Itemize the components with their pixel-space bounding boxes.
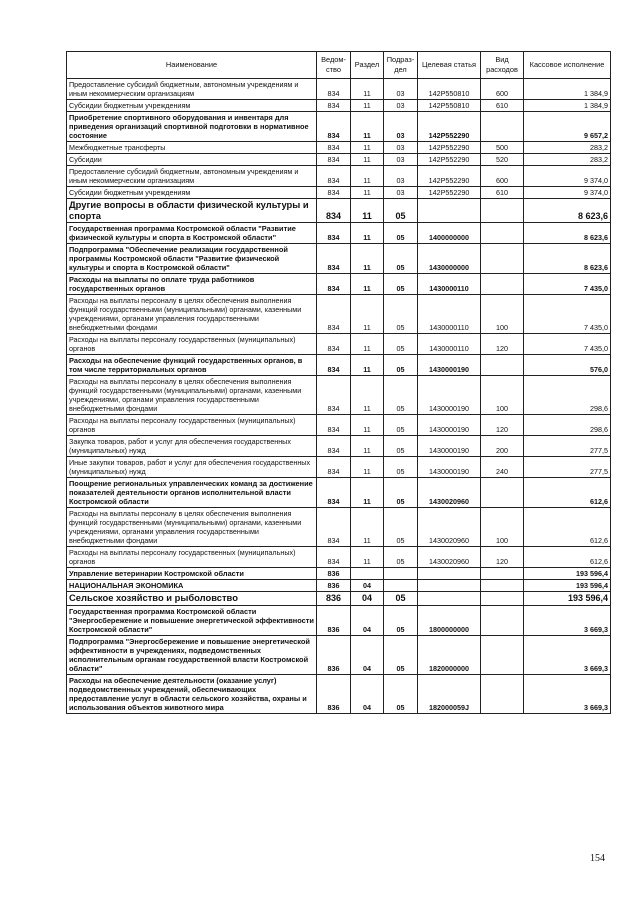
row-target-item: 1430000110: [418, 334, 481, 355]
table-body: [67, 79, 611, 714]
row-name: Расходы на выплаты персоналу государственных (муниципальных) органов: [67, 547, 317, 568]
row-expense-type: [481, 568, 524, 580]
row-expense-type: [481, 478, 524, 508]
row-subsection: 03: [384, 112, 418, 142]
row-department: 834: [317, 547, 351, 568]
row-section: [351, 568, 384, 580]
budget-table: [66, 51, 611, 714]
row-subsection: 05: [384, 244, 418, 274]
row-department: 834: [317, 376, 351, 415]
page-number: 154: [590, 853, 605, 864]
row-amount: 9 657,2: [524, 112, 611, 142]
row-name: Сельское хозяйство и рыболовство: [67, 592, 317, 606]
row-subsection: 05: [384, 635, 418, 674]
row-subsection: 03: [384, 154, 418, 166]
row-subsection: 05: [384, 376, 418, 415]
row-amount: 8 623,6: [524, 244, 611, 274]
row-expense-type: 610: [481, 100, 524, 112]
row-name: Межбюджетные трансферты: [67, 142, 317, 154]
table-row: [67, 199, 611, 223]
row-target-item: 182000059J: [418, 674, 481, 713]
row-target-item: [418, 592, 481, 606]
row-subsection: 03: [384, 100, 418, 112]
table-row: [67, 605, 611, 635]
table-row: [67, 244, 611, 274]
row-target-item: 1430020960: [418, 508, 481, 547]
row-expense-type: [481, 112, 524, 142]
row-department: 834: [317, 79, 351, 100]
row-target-item: 1430000190: [418, 457, 481, 478]
row-name: Расходы на выплаты персоналу государственных (муниципальных) органов: [67, 334, 317, 355]
table-row: [67, 478, 611, 508]
row-name: Субсидии бюджетным учреждениям: [67, 100, 317, 112]
row-section: 04: [351, 674, 384, 713]
table-row: [67, 355, 611, 376]
row-department: 836: [317, 568, 351, 580]
row-amount: 193 596,4: [524, 568, 611, 580]
row-department: 834: [317, 112, 351, 142]
row-subsection: 05: [384, 223, 418, 244]
row-amount: 612,6: [524, 508, 611, 547]
row-department: 834: [317, 334, 351, 355]
row-amount: 277,5: [524, 457, 611, 478]
row-section: 11: [351, 415, 384, 436]
row-subsection: 05: [384, 592, 418, 606]
table-row: [67, 436, 611, 457]
row-target-item: 142Р552290: [418, 166, 481, 187]
row-section: 11: [351, 334, 384, 355]
row-section: 11: [351, 295, 384, 334]
row-subsection: 05: [384, 436, 418, 457]
row-department: 836: [317, 580, 351, 592]
row-expense-type: [481, 592, 524, 606]
header-cash-execution: Кассовое исполнение: [524, 52, 611, 79]
row-amount: 298,6: [524, 415, 611, 436]
row-amount: 7 435,0: [524, 295, 611, 334]
row-name: Иные закупки товаров, работ и услуг для обеспечения государственных (муниципальных) нужд: [67, 457, 317, 478]
row-amount: 277,5: [524, 436, 611, 457]
row-expense-type: 520: [481, 154, 524, 166]
row-amount: 3 669,3: [524, 605, 611, 635]
row-expense-type: [481, 605, 524, 635]
row-target-item: 1430000190: [418, 376, 481, 415]
row-section: 11: [351, 166, 384, 187]
row-subsection: 05: [384, 478, 418, 508]
row-expense-type: [481, 635, 524, 674]
row-department: 834: [317, 100, 351, 112]
table-row: [67, 223, 611, 244]
row-section: 11: [351, 274, 384, 295]
row-department: 836: [317, 635, 351, 674]
header-target-item: Целевая статья: [418, 52, 481, 79]
row-expense-type: 100: [481, 508, 524, 547]
row-name: Закупка товаров, работ и услуг для обеспечения государственных (муниципальных) нужд: [67, 436, 317, 457]
row-name: Предоставление субсидий бюджетным, автономным учреждениям и иным некоммерческим организациям: [67, 79, 317, 100]
row-section: 11: [351, 355, 384, 376]
table-row: [67, 334, 611, 355]
row-name: Расходы на выплаты персоналу в целях обеспечения выполнения функций государственными (муниципальными) органами, казенными учреждениями, органами управления государственными внебюджетными фондами: [67, 295, 317, 334]
row-target-item: 1800000000: [418, 605, 481, 635]
table-row: [67, 187, 611, 199]
row-target-item: 142Р550810: [418, 100, 481, 112]
row-expense-type: [481, 674, 524, 713]
row-expense-type: 500: [481, 142, 524, 154]
row-subsection: 05: [384, 457, 418, 478]
row-amount: 7 435,0: [524, 334, 611, 355]
row-section: 11: [351, 457, 384, 478]
row-subsection: 05: [384, 199, 418, 223]
row-section: 11: [351, 547, 384, 568]
row-target-item: 142Р552290: [418, 142, 481, 154]
row-target-item: 1430000190: [418, 436, 481, 457]
row-name: Расходы на выплаты по оплате труда работников государственных органов: [67, 274, 317, 295]
table-row: [67, 635, 611, 674]
row-name: Управление ветеринарии Костромской области: [67, 568, 317, 580]
row-name: Подпрограмма "Обеспечение реализации государственной программы Костромской области "Развитие физической культуры и спорта в Костромской области": [67, 244, 317, 274]
row-expense-type: 610: [481, 187, 524, 199]
row-expense-type: 600: [481, 166, 524, 187]
table-row: [67, 112, 611, 142]
row-amount: 283,2: [524, 154, 611, 166]
row-amount: 612,6: [524, 478, 611, 508]
row-expense-type: 120: [481, 547, 524, 568]
row-target-item: 142Р552290: [418, 112, 481, 142]
row-subsection: 03: [384, 142, 418, 154]
row-expense-type: 120: [481, 334, 524, 355]
row-section: 04: [351, 580, 384, 592]
row-subsection: 05: [384, 274, 418, 295]
row-department: 834: [317, 274, 351, 295]
row-expense-type: 600: [481, 79, 524, 100]
row-section: 11: [351, 187, 384, 199]
row-section: 04: [351, 592, 384, 606]
row-name: Расходы на выплаты персоналу в целях обеспечения выполнения функций государственными (муниципальными) органами, казенными учреждениями, органами управления государственными внебюджетными фондами: [67, 508, 317, 547]
header-expense-type: Вид расходов: [481, 52, 524, 79]
row-expense-type: 100: [481, 295, 524, 334]
table-row: [67, 166, 611, 187]
row-name: Приобретение спортивного оборудования и инвентаря для приведения организаций спортивной подготовки в нормативное состояние: [67, 112, 317, 142]
row-section: 11: [351, 223, 384, 244]
row-department: 834: [317, 295, 351, 334]
row-amount: 1 384,9: [524, 100, 611, 112]
row-name: Расходы на обеспечение функций государственных органов, в том числе территориальных органов: [67, 355, 317, 376]
row-subsection: 05: [384, 508, 418, 547]
row-department: 834: [317, 187, 351, 199]
table-row: [67, 674, 611, 713]
table-row: [67, 547, 611, 568]
row-subsection: 03: [384, 187, 418, 199]
row-amount: 612,6: [524, 547, 611, 568]
table-row: [67, 79, 611, 100]
row-expense-type: 240: [481, 457, 524, 478]
row-expense-type: 200: [481, 436, 524, 457]
row-amount: 8 623,6: [524, 223, 611, 244]
row-section: 11: [351, 376, 384, 415]
row-target-item: 1430000000: [418, 244, 481, 274]
row-section: 11: [351, 112, 384, 142]
budget-table-sheet: [66, 51, 610, 714]
row-department: 834: [317, 223, 351, 244]
row-amount: 9 374,0: [524, 166, 611, 187]
row-department: 834: [317, 199, 351, 223]
header-department: Ведом-ство: [317, 52, 351, 79]
row-amount: 193 596,4: [524, 580, 611, 592]
row-subsection: 05: [384, 295, 418, 334]
row-subsection: 03: [384, 166, 418, 187]
row-section: 11: [351, 244, 384, 274]
row-subsection: 05: [384, 415, 418, 436]
row-department: 834: [317, 508, 351, 547]
row-expense-type: 120: [481, 415, 524, 436]
row-subsection: 05: [384, 605, 418, 635]
table-row: [67, 457, 611, 478]
header-name: Наименование: [67, 52, 317, 79]
row-target-item: 1430000110: [418, 274, 481, 295]
row-target-item: [418, 580, 481, 592]
row-target-item: 1400000000: [418, 223, 481, 244]
row-target-item: 142Р552290: [418, 187, 481, 199]
table-row: [67, 592, 611, 606]
row-target-item: 1430000190: [418, 415, 481, 436]
row-name: Предоставление субсидий бюджетным, автономным учреждениям и иным некоммерческим организациям: [67, 166, 317, 187]
row-department: 836: [317, 605, 351, 635]
row-expense-type: [481, 244, 524, 274]
row-section: 11: [351, 199, 384, 223]
row-expense-type: [481, 274, 524, 295]
table-row: [67, 154, 611, 166]
table-row: [67, 274, 611, 295]
row-section: 04: [351, 635, 384, 674]
row-amount: 3 669,3: [524, 674, 611, 713]
row-amount: 193 596,4: [524, 592, 611, 606]
row-department: 836: [317, 674, 351, 713]
row-department: 834: [317, 436, 351, 457]
row-amount: 298,6: [524, 376, 611, 415]
row-expense-type: [481, 223, 524, 244]
row-section: 11: [351, 154, 384, 166]
row-amount: 8 623,6: [524, 199, 611, 223]
row-department: 834: [317, 457, 351, 478]
row-department: 834: [317, 142, 351, 154]
row-amount: 1 384,9: [524, 79, 611, 100]
row-name: Государственная программа Костромской области "Развитие физической культуры и спорта в Костромской области": [67, 223, 317, 244]
row-target-item: 1430020960: [418, 478, 481, 508]
row-section: 11: [351, 478, 384, 508]
row-name: Субсидии: [67, 154, 317, 166]
row-amount: 9 374,0: [524, 187, 611, 199]
row-name: Поощрение региональных управленческих команд за достижение показателей деятельности органов исполнительной власти Костромской области: [67, 478, 317, 508]
header-subsection: Подраз-дел: [384, 52, 418, 79]
header-section: Раздел: [351, 52, 384, 79]
table-row: [67, 100, 611, 112]
row-section: 11: [351, 436, 384, 457]
row-name: НАЦИОНАЛЬНАЯ ЭКОНОМИКА: [67, 580, 317, 592]
row-target-item: 142Р550810: [418, 79, 481, 100]
row-amount: 576,0: [524, 355, 611, 376]
row-section: 04: [351, 605, 384, 635]
row-name: Расходы на выплаты персоналу государственных (муниципальных) органов: [67, 415, 317, 436]
row-department: 834: [317, 244, 351, 274]
row-subsection: 05: [384, 355, 418, 376]
row-target-item: [418, 568, 481, 580]
row-amount: 3 669,3: [524, 635, 611, 674]
row-subsection: 05: [384, 547, 418, 568]
table-header-row: [67, 52, 611, 79]
table-row: [67, 415, 611, 436]
row-amount: 283,2: [524, 142, 611, 154]
row-subsection: 05: [384, 674, 418, 713]
row-name: Подпрограмма "Энергосбережение и повышение энергетической эффективности в учреждениях, подведомственных исполнительным органам государственной власти Костромской области": [67, 635, 317, 674]
table-row: [67, 295, 611, 334]
row-department: 834: [317, 355, 351, 376]
row-amount: 7 435,0: [524, 274, 611, 295]
row-subsection: 05: [384, 334, 418, 355]
row-department: 834: [317, 478, 351, 508]
row-expense-type: 100: [481, 376, 524, 415]
row-expense-type: [481, 580, 524, 592]
row-name: Другие вопросы в области физической культуры и спорта: [67, 199, 317, 223]
table-row: [67, 568, 611, 580]
table-row: [67, 142, 611, 154]
row-name: Расходы на обеспечение деятельности (оказание услуг) подведомственных учреждений, обеспечивающих предоставление услуг в области сельского хозяйства, охраны и использования объектов животного мира: [67, 674, 317, 713]
row-department: 834: [317, 166, 351, 187]
row-target-item: [418, 199, 481, 223]
table-row: [67, 376, 611, 415]
row-target-item: 1430000190: [418, 355, 481, 376]
row-target-item: 142Р552290: [418, 154, 481, 166]
row-expense-type: [481, 199, 524, 223]
row-target-item: 1430020960: [418, 547, 481, 568]
row-target-item: 1430000110: [418, 295, 481, 334]
row-target-item: 1820000000: [418, 635, 481, 674]
row-section: 11: [351, 142, 384, 154]
table-row: [67, 580, 611, 592]
row-section: 11: [351, 508, 384, 547]
row-section: 11: [351, 79, 384, 100]
row-name: Расходы на выплаты персоналу в целях обеспечения выполнения функций государственными (муниципальными) органами, казенными учреждениями, органами управления государственными внебюджетными фондами: [67, 376, 317, 415]
row-department: 836: [317, 592, 351, 606]
row-expense-type: [481, 355, 524, 376]
row-subsection: [384, 580, 418, 592]
row-department: 834: [317, 415, 351, 436]
row-subsection: [384, 568, 418, 580]
table-row: [67, 508, 611, 547]
row-section: 11: [351, 100, 384, 112]
row-name: Субсидии бюджетным учреждениям: [67, 187, 317, 199]
row-name: Государственная программа Костромской области "Энергосбережение и повышение энергетической эффективности Костромской области": [67, 605, 317, 635]
row-department: 834: [317, 154, 351, 166]
row-subsection: 03: [384, 79, 418, 100]
